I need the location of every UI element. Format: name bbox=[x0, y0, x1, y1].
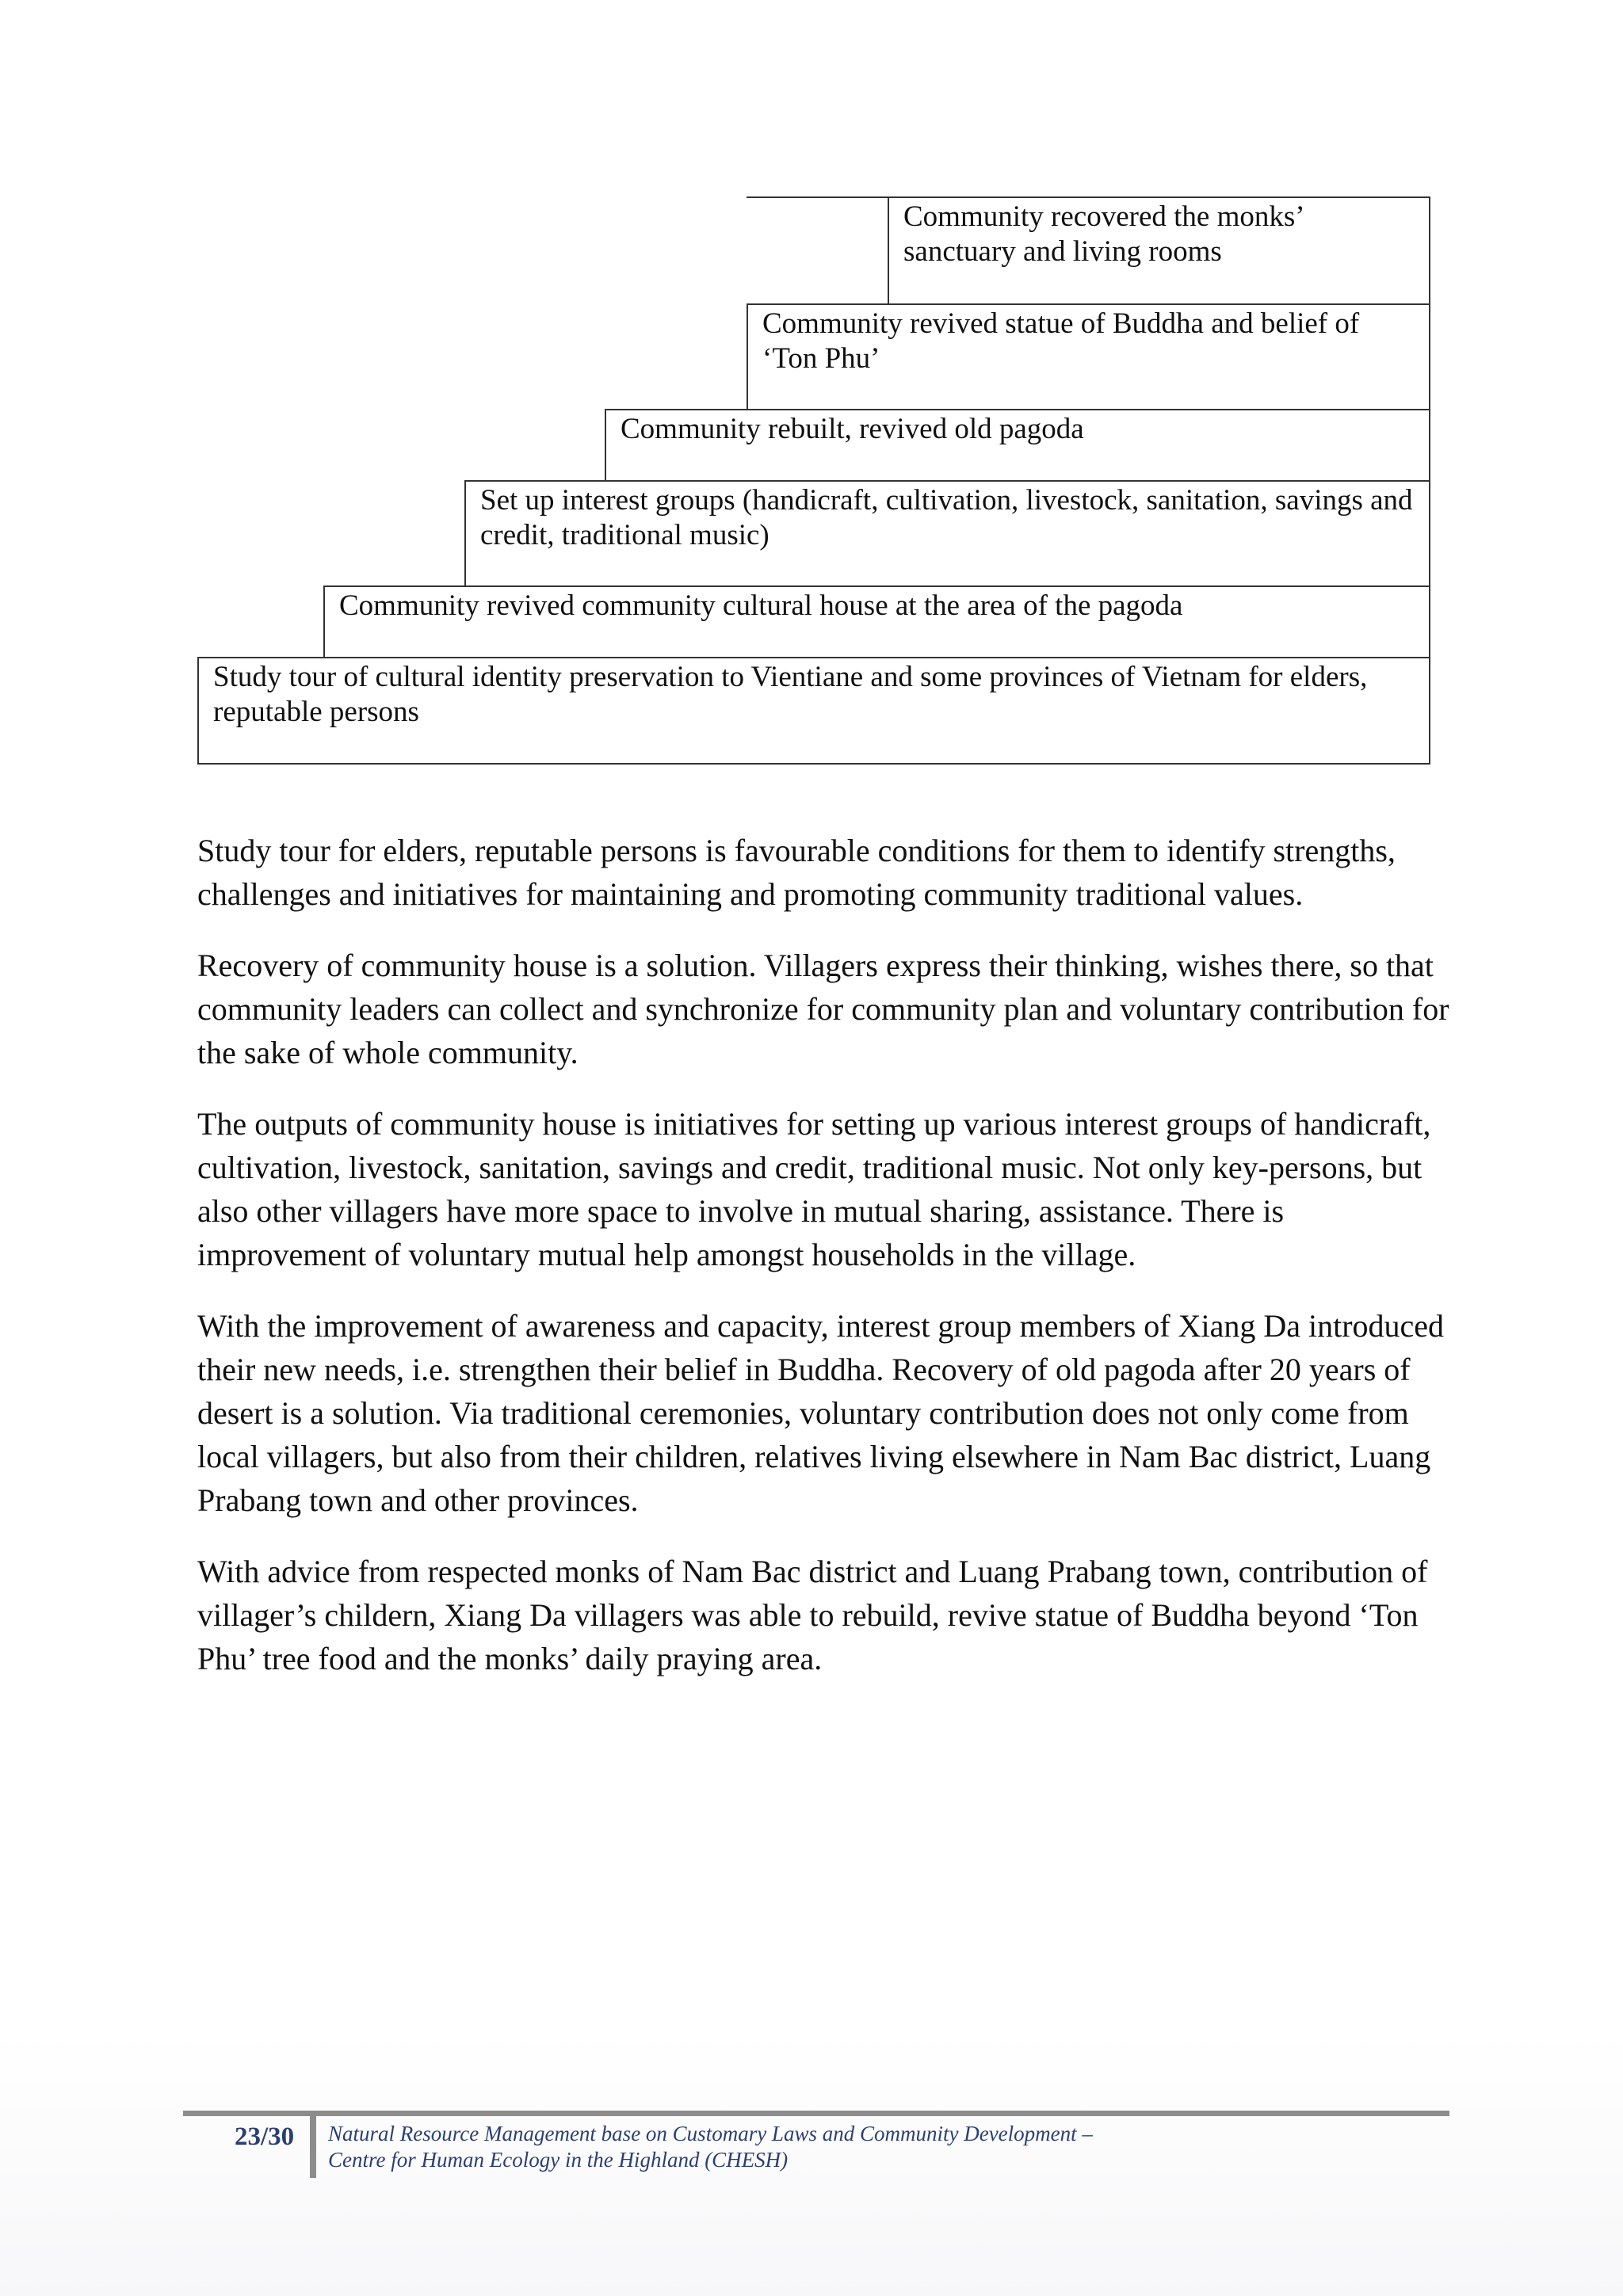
diagram-step-3 bbox=[464, 480, 1430, 587]
page-number: 23/30 bbox=[235, 2122, 295, 2151]
footer-caption bbox=[328, 2121, 1093, 2173]
diagram-step-1 bbox=[197, 657, 1430, 765]
diagram-step-3-text: Set up interest groups (handicraft, cultivation, livestock, sanitation, savings and credit, traditional music) bbox=[480, 484, 1413, 551]
diagram-step-5-text: Community revived statue of Buddha and belief of ‘Ton Phu’ bbox=[762, 307, 1360, 375]
body-text bbox=[197, 829, 1449, 1708]
footer-caption-line2: Centre for Human Ecology in the Highland (CHESH) bbox=[328, 2148, 789, 2172]
diagram-step-2 bbox=[323, 585, 1430, 658]
diagram-step-6 bbox=[888, 196, 1430, 305]
footer-divider bbox=[310, 2115, 316, 2178]
paragraph-study-tour: Study tour for elders, reputable persons is favourable conditions for them to identify strengths, challenges and initiatives for maintaining and promoting community traditional values. bbox=[197, 833, 1396, 912]
footer-rule bbox=[183, 2111, 1449, 2116]
paragraph-interest-groups: The outputs of community house is initiatives for setting up various interest groups of handicraft, cultivation, livestock, sanitation, savings and credit, traditional music. Not only key-persons, but also other villagers have more space to involve in mutual sharing, assistance. There is improvement of voluntary mutual help amongst households in the village. bbox=[197, 1106, 1431, 1272]
diagram-step-2-text: Community revived community cultural house at the area of the pagoda bbox=[339, 589, 1183, 622]
diagram-step-1-text: Study tour of cultural identity preservation to Vientiane and some provinces of Vietnam for elders, reputable persons bbox=[213, 661, 1368, 728]
paragraph-buddha-statue: With advice from respected monks of Nam Bac district and Luang Prabang town, contribution of villager’s childern, Xiang Da villagers was able to rebuild, revive statue of Buddha beyond ‘Ton Phu’ tree food and the monks’ daily praying area. bbox=[197, 1554, 1428, 1676]
footer-caption-line1: Natural Resource Management base on Customary Laws and Community Development – bbox=[328, 2122, 1093, 2145]
diagram-step-4 bbox=[605, 409, 1430, 482]
diagram-top-line bbox=[747, 196, 888, 198]
paragraph-community-house: Recovery of community house is a solution. Villagers express their thinking, wishes there, so that community leaders can collect and synchronize for community plan and voluntary contribution for the sake of whole community. bbox=[197, 948, 1449, 1070]
diagram-step-4-text: Community rebuilt, revived old pagoda bbox=[621, 413, 1084, 445]
paragraph-old-pagoda: With the improvement of awareness and capacity, interest group members of Xiang Da introduced their new needs, i.e. strengthen their belief in Buddha. Recovery of old pagoda after 20 years of desert is a solution. Via traditional ceremonies, voluntary contribution does not only come from local villagers, but also from their children, relatives living elsewhere in Nam Bac district, Luang Prabang town and other provinces. bbox=[197, 1308, 1445, 1518]
diagram-step-5 bbox=[747, 303, 1430, 410]
diagram-step-6-text: Community recovered the monks’ sanctuary and living rooms bbox=[903, 200, 1303, 268]
